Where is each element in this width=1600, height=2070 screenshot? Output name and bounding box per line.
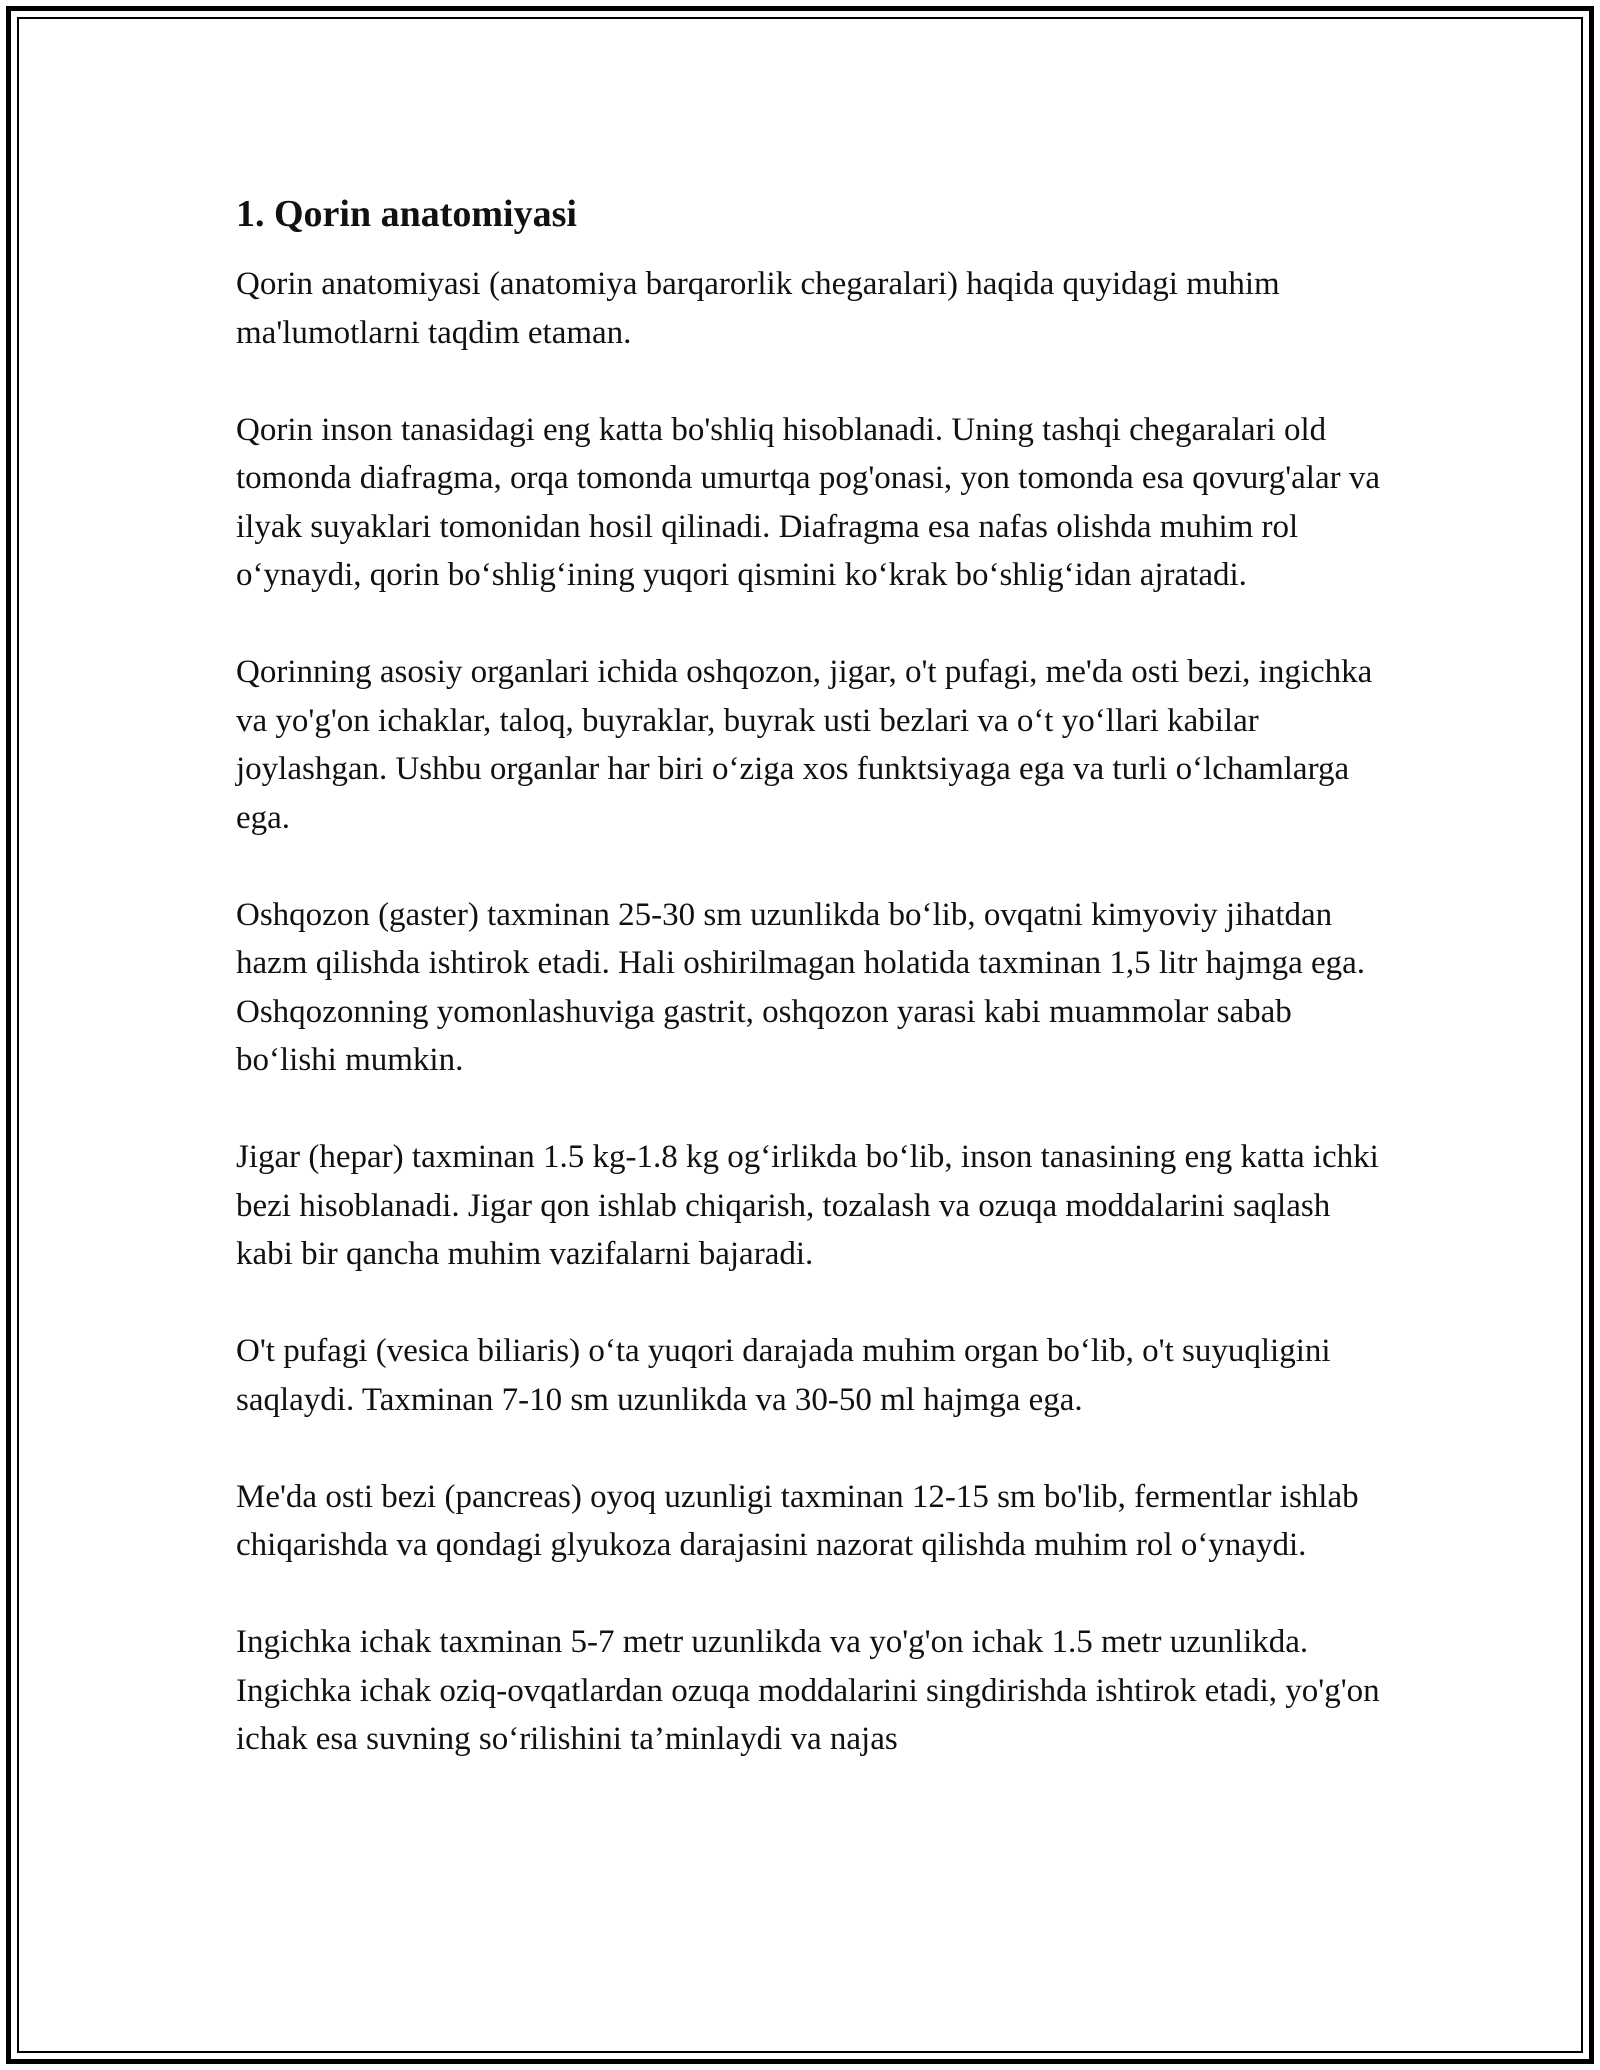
document-body bbox=[236, 186, 1386, 1812]
paragraph-gallbladder: O't pufagi (vesica biliaris) o‘ta yuqori darajada muhim organ bo‘lib, o't suyuqligini saqlaydi. Taxminan 7-10 sm uzunlikda va 30-50 ml hajmga ega. bbox=[236, 1333, 1331, 1418]
paragraph-intro: Qorin anatomiyasi (anatomiya barqarorlik chegaralari) haqida quyidagi muhim ma'lumotlarni taqdim etaman. bbox=[236, 266, 1280, 351]
paragraph-stomach: Oshqozon (gaster) taxminan 25-30 sm uzunlikda bo‘lib, ovqatni kimyoviy jihatdan hazm qilishda ishtirok etadi. Hali oshirilmagan holatida taxminan 1,5 litr hajmga ega. Oshqozonning yomonlashuviga gastrit, oshqozon yarasi kabi muammolar sabab bo‘lishi mumkin. bbox=[236, 896, 1366, 1078]
paragraph-liver: Jigar (hepar) taxminan 1.5 kg-1.8 kg og‘irlikda bo‘lib, inson tanasining eng katta ichki bezi hisoblanadi. Jigar qon ishlab chiqarish, tozalash va ozuqa moddalarini saqlash kabi bir qancha muhim vazifalarni bajaradi. bbox=[236, 1139, 1379, 1272]
paragraph-intestines: Ingichka ichak taxminan 5-7 metr uzunlikda va yo'g'on ichak 1.5 metr uzunlikda. Ingichka ichak oziq-ovqatlardan ozuqa moddalarini singdirishda ishtirok etadi, yo'g'on ichak esa suvning so‘rilishini ta’minlaydi va najas bbox=[236, 1624, 1380, 1757]
paragraph-abdomen-boundaries: Qorin inson tanasidagi eng katta bo'shliq hisoblanadi. Uning tashqi chegaralari old tomonda diafragma, orqa tomonda umurtqa pog'onasi, yon tomonda esa qovurg'alar va ilyak suyaklari tomonidan hosil qilinadi. Diafragma esa nafas olishda muhim rol o‘ynaydi, qorin bo‘shlig‘ining yuqori qismini ko‘krak bo‘shlig‘idan ajratadi. bbox=[236, 411, 1380, 593]
section-heading: 1. Qorin anatomiyasi bbox=[236, 193, 577, 235]
paragraph-pancreas: Me'da osti bezi (pancreas) oyoq uzunligi taxminan 12-15 sm bo'lib, fermentlar ishlab chiqarishda va qondagi glyukoza darajasini nazorat qilishda muhim rol o‘ynaydi. bbox=[236, 1478, 1359, 1563]
paragraph-main-organs: Qorinning asosiy organlari ichida oshqozon, jigar, o't pufagi, me'da osti bezi, ingichka va yo'g'on ichaklar, taloq, buyraklar, buyrak usti bezlari va o‘t yo‘llari kabilar joylashgan. Ushbu organlar har biri o‘ziga xos funktsiyaga ega va turli o‘lchamlarga ega. bbox=[236, 654, 1373, 836]
